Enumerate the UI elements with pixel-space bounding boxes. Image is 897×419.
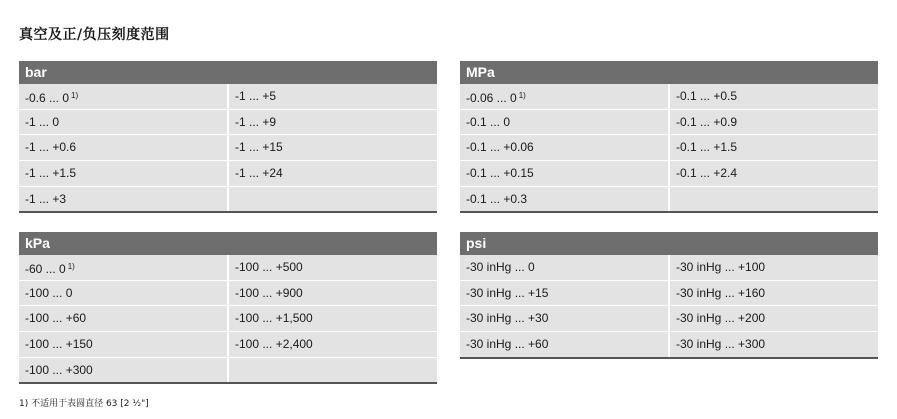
table-row	[19, 358, 437, 385]
table-cell: -30 inHg ... +300	[670, 332, 878, 357]
table-header: MPa	[460, 61, 878, 84]
table-cell: -0.1 ... +0.15	[460, 161, 670, 186]
page-title: 真空及正/负压刻度范围	[19, 27, 170, 43]
table-row	[19, 84, 437, 110]
table-header: psi	[460, 232, 878, 255]
footnote-marker: 1)	[71, 91, 79, 100]
table-cell: -60 ... 0 $^{1)}$	[19, 255, 229, 280]
footnote: 1) 不适用于表圆直径 63 [2 ½"]	[19, 399, 149, 409]
table-cell: -0.06 ... 0 $^{1)}$	[460, 84, 670, 109]
table-row	[19, 187, 437, 214]
table-row	[19, 306, 437, 332]
table-cell: -100 ... +900	[229, 281, 437, 306]
table-cell: -100 ... 0	[19, 281, 229, 306]
table-cell: -0.1 ... +0.06	[460, 135, 670, 160]
table-cell: -1 ... +5	[229, 84, 437, 109]
table-row	[460, 332, 878, 359]
table-cell	[229, 187, 437, 212]
table-cell: -1 ... +24	[229, 161, 437, 186]
table-cell: -1 ... +1.5	[19, 161, 229, 186]
table-cell: -30 inHg ... +100	[670, 255, 878, 280]
table-cell	[670, 187, 878, 212]
table-psi	[460, 232, 878, 359]
table-bar	[19, 61, 437, 213]
table-cell: -30 inHg ... +200	[670, 306, 878, 331]
table-row	[19, 255, 437, 281]
table-mpa	[460, 61, 878, 213]
table-cell: -1 ... 0	[19, 110, 229, 135]
table-row	[19, 281, 437, 307]
table-cell: -30 inHg ... 0	[460, 255, 670, 280]
table-cell: -1 ... +3	[19, 187, 229, 212]
table-cell: -0.1 ... 0	[460, 110, 670, 135]
table-cell: -0.1 ... +2.4	[670, 161, 878, 186]
table-cell: -100 ... +2,400	[229, 332, 437, 357]
table-header: kPa	[19, 232, 437, 255]
footnote-marker: 1)	[67, 262, 75, 271]
table-cell: -100 ... +60	[19, 306, 229, 331]
table-cell: -100 ... +500	[229, 255, 437, 280]
table-cell: -0.1 ... +0.5	[670, 84, 878, 109]
table-cell: -100 ... +300	[19, 358, 229, 383]
table-cell: -1 ... +0.6	[19, 135, 229, 160]
table-cell	[229, 358, 437, 383]
table-cell: -100 ... +150	[19, 332, 229, 357]
table-row	[19, 135, 437, 161]
table-cell: -30 inHg ... +15	[460, 281, 670, 306]
table-cell: -0.1 ... +1.5	[670, 135, 878, 160]
table-row	[460, 135, 878, 161]
footnote-marker: 1)	[518, 91, 526, 100]
table-cell: -1 ... +15	[229, 135, 437, 160]
table-row	[460, 110, 878, 136]
table-row	[19, 161, 437, 187]
table-row	[460, 187, 878, 214]
table-row	[460, 84, 878, 110]
table-row	[19, 332, 437, 358]
table-row	[460, 306, 878, 332]
table-cell: -100 ... +1,500	[229, 306, 437, 331]
table-kpa	[19, 232, 437, 384]
table-row	[460, 255, 878, 281]
table-row	[460, 281, 878, 307]
table-row	[19, 110, 437, 136]
table-cell: -30 inHg ... +60	[460, 332, 670, 357]
table-cell: -0.6 ... 0 $^{1)}$	[19, 84, 229, 109]
table-cell: -0.1 ... +0.3	[460, 187, 670, 212]
table-cell: -30 inHg ... +30	[460, 306, 670, 331]
table-cell: -1 ... +9	[229, 110, 437, 135]
table-row	[460, 161, 878, 187]
table-cell: -30 inHg ... +160	[670, 281, 878, 306]
table-cell: -0.1 ... +0.9	[670, 110, 878, 135]
table-header: bar	[19, 61, 437, 84]
